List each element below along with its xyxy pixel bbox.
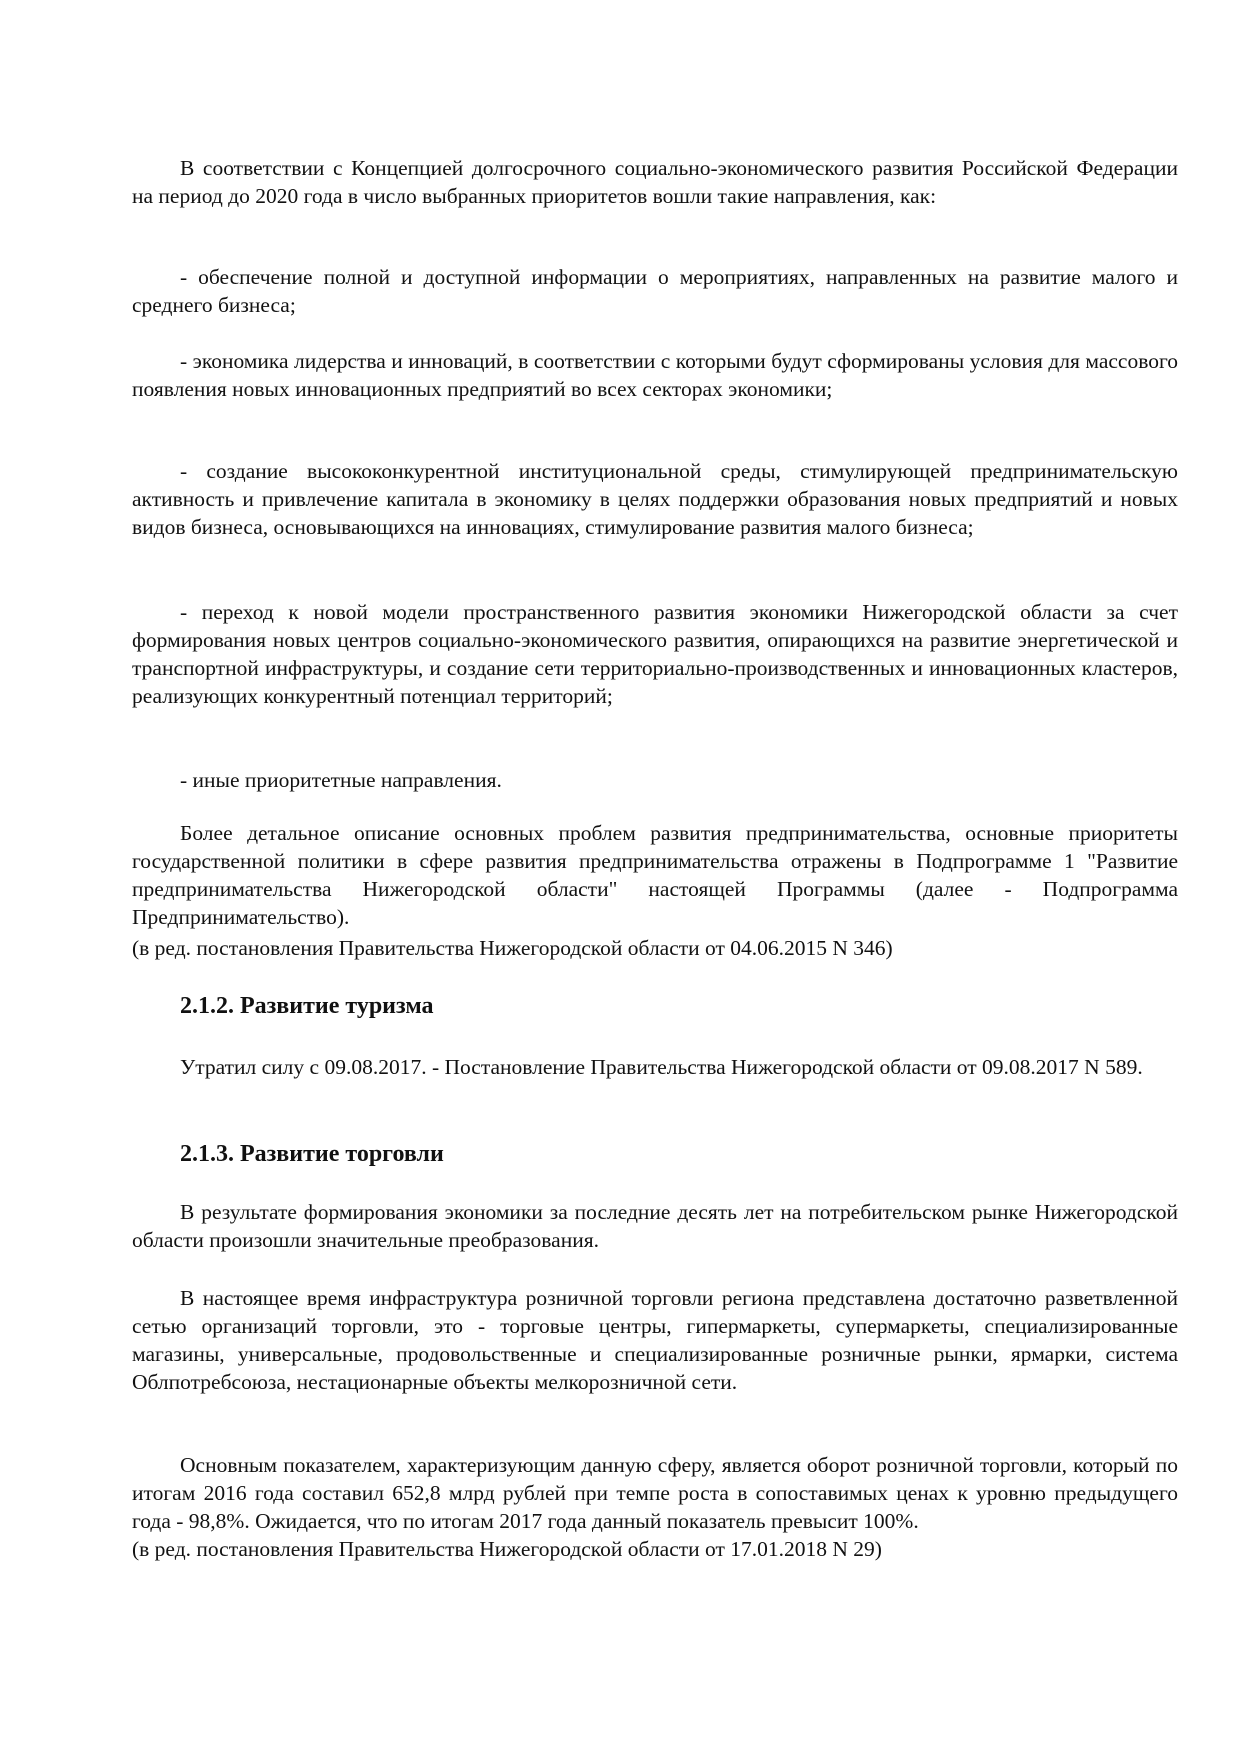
paragraph-intro: В соответствии с Концепцией долгосрочного социально-экономического развития Российской Федерации на период до 2020 года в число выбранных приоритетов вошли такие направления, как: (132, 156, 1178, 208)
paragraph-details: Более детальное описание основных проблем развития предпринимательства, основные приоритеты государственной политики в сфере развития предпринимательства отражены в Подпрограмме 1 "Развитие предпринимательства Нижегородской области" настоящей Программы (далее - Подпрограмма Предпринимательство). (132, 821, 1178, 929)
paragraph-priority-innovation: - экономика лидерства и инноваций, в соответствии с которыми будут сформированы условия для массового появления новых инновационных предприятий во всех секторах экономики; (132, 349, 1178, 401)
section-heading-trade: 2.1.3. Развитие торговли (180, 1141, 444, 1167)
paragraph-trade-1: В результате формирования экономики за последние десять лет на потребительском рынке Нижегородской области произошли значительные преобразования. (132, 1200, 1178, 1252)
paragraph-priority-information: - обеспечение полной и доступной информации о мероприятиях, направленных на развитие малого и среднего бизнеса; (132, 265, 1178, 317)
amendment-note-2: (в ред. постановления Правительства Нижегородской области от 17.01.2018 N 29) (132, 1537, 882, 1561)
paragraph-trade-3: Основным показателем, характеризующим данную сферу, является оборот розничной торговли, который по итогам 2016 года составил 652,8 млрд рублей при темпе роста в сопоставимых ценах к уровню предыдущего года - 98,8%. Ожидается, что по итогам 2017 года данный показатель превысит 100%. (132, 1453, 1178, 1533)
paragraph-trade-2: В настоящее время инфраструктура розничной торговли региона представлена достаточно разветвленной сетью организаций торговли, это - торговые центры, гипермаркеты, супермаркеты, специализированные магазины, универсальные, продовольственные и специализированные розничные рынки, ярмарки, система Облпотребсоюза, нестационарные объекты мелкорозничной сети. (132, 1286, 1178, 1394)
paragraph-priority-environment: - создание высококонкурентной институциональной среды, стимулирующей предпринимательскую активность и привлечение капитала в экономику в целях поддержки образования новых предприятий и новых видов бизнеса, основывающихся на инновациях, стимулирование развития малого бизнеса; (132, 459, 1178, 539)
section-heading-tourism: 2.1.2. Развитие туризма (180, 993, 434, 1019)
paragraph-priority-other: - иные приоритетные направления. (180, 768, 502, 792)
paragraph-priority-spatial: - переход к новой модели пространственного развития экономики Нижегородской области за счет формирования новых центров социально-экономического развития, опирающихся на развитие энергетической и транспортной инфраструктуры, и создание сети территориально-производственных и инновационных кластеров, реализующих конкурентный потенциал территорий; (132, 600, 1178, 708)
paragraph-tourism: Утратил силу с 09.08.2017. - Постановление Правительства Нижегородской области от 09.08.2017 N 589. (180, 1055, 1143, 1079)
amendment-note-1: (в ред. постановления Правительства Нижегородской области от 04.06.2015 N 346) (132, 936, 893, 960)
